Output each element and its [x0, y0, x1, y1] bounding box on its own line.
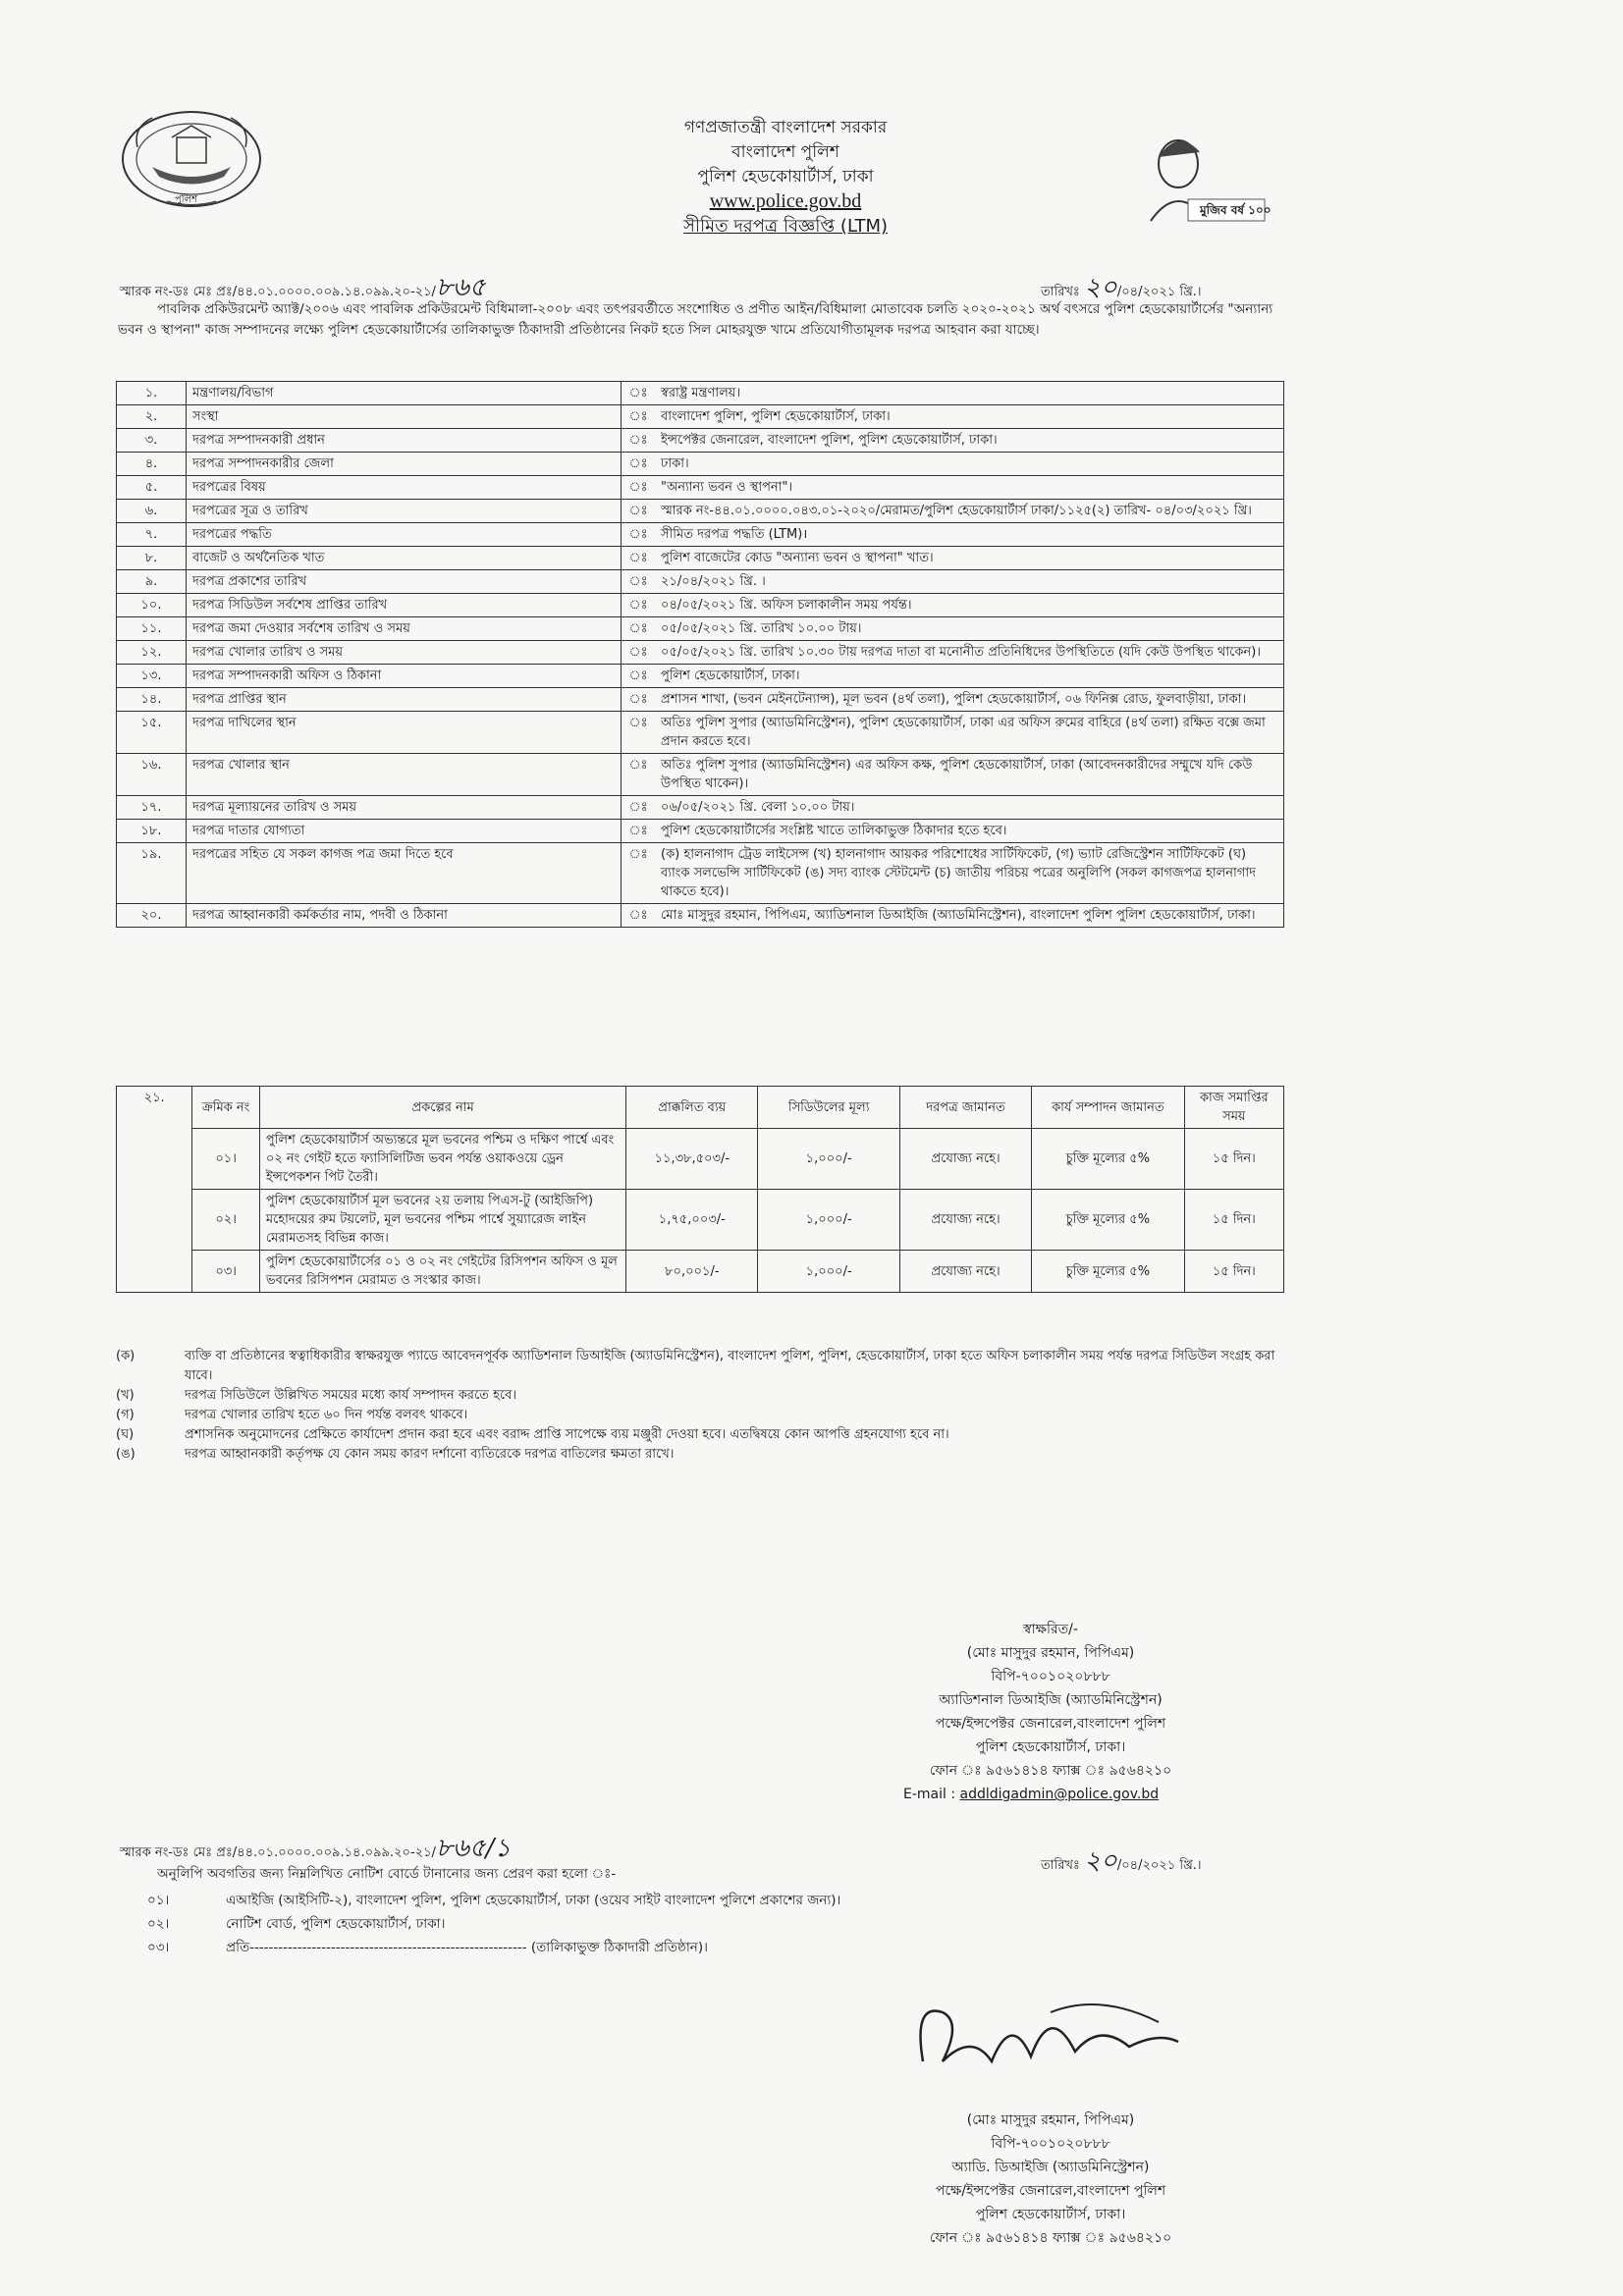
note-text: দরপত্র খোলার তারিখ হতে ৬০ দিন পর্যন্ত বলবৎ থাকবে। — [185, 1408, 468, 1422]
table-row — [117, 382, 1284, 405]
cell-security: প্রযোজ্য নহে। — [900, 1251, 1032, 1293]
row-number: ১১. — [117, 617, 187, 641]
cell-name: পুলিশ হেডকোয়ার্টার্সের ০১ ও ০২ নং গেইটের রিসিপশন অফিস ও মূল ভবনের রিসিপশন মেরামত ও সংস্কার কাজ। — [259, 1251, 625, 1293]
row-value: পুলিশ বাজেটের কোড "অন্যান্য ভবন ও স্থাপনা" খাত। — [655, 547, 1284, 570]
table-row — [117, 843, 1284, 904]
column-header: প্রকল্পের নাম — [259, 1087, 625, 1129]
column-header: কার্য সম্পাদন জামানত — [1032, 1087, 1185, 1129]
memo2-date-rest: /০৪/২০২১ খ্রি.। — [1116, 1858, 1202, 1873]
row-number: ২১. — [117, 1087, 192, 1293]
row-colon: ঃ — [622, 665, 656, 688]
table-row — [117, 429, 1284, 453]
column-header: ক্রমিক নং — [192, 1087, 260, 1129]
note-item — [116, 1347, 1284, 1386]
row-value: প্রশাসন শাখা, (ভবন মেইনটেন্যান্স), মূল ভবন (৪র্থ তলা), পুলিশ হেডকোয়ার্টার্স, ০৬ ফিনিক্স রোড, ফুলবাড়ীয়া, ঢাকা। — [655, 688, 1284, 712]
row-value: (ক) হালনাগাদ ট্রেড লাইসেন্স (খ) হালনাগাদ আয়কর পরিশোধের সার্টিফিকেট, (গ) ভ্যাট রেজিস্ট্রেশন সার্টিফিকেট (ঘ) ব্যাংক সলভেন্সি সার্টিফিকেট (ঙ) সদ্য ব্যাংক স্টেটমেন্ট (চ) জাতীয় পরিচয় পত্রের অনুলিপি (সকল কাগজপত্র হালনাগাদ থাকতে হবে)। — [655, 843, 1284, 904]
signature-line: অ্যাডি. ডিআইজি (অ্যাডমিনিস্ট্রেশন) — [951, 2160, 1150, 2175]
date-handwritten: ২০ — [1084, 273, 1117, 302]
cell-schedule: ১,০০০/- — [758, 1190, 900, 1251]
row-colon: ঃ — [622, 796, 656, 820]
website-url[interactable]: www.police.gov.bd — [709, 190, 862, 212]
signature-line: বিপি-৭০০১০২০৮৮৮ — [991, 2136, 1110, 2152]
handwritten-signature — [903, 1973, 1198, 2091]
email-line — [903, 1787, 1159, 1802]
row-value: পুলিশ হেডকোয়ার্টার্স, ঢাকা। — [655, 665, 1284, 688]
portrait-caption: মুজিব বর্ষ ১০০ — [1200, 203, 1271, 217]
cell-security: প্রযোজ্য নহে। — [900, 1129, 1032, 1190]
row-colon: ঃ — [622, 617, 656, 641]
row-value: স্মারক নং-৪৪.০১.০০০০.০৪৩.০১-২০২০/মেরামত/পুলিশ হেডকোয়ার্টার্স ঢাকা/১১২৫(২) তারিখ- ০৪/০৩/২০২১ খ্রি। — [655, 500, 1284, 523]
memo2-intro: অনুলিপি অবগতির জন্য নিম্নলিখিত নোটিশ বোর্ডে টানানোর জন্য প্রেরণ করা হলো ঃ- — [157, 1866, 617, 1882]
email-link[interactable]: addldigadmin@police.gov.bd — [959, 1787, 1160, 1802]
memo2-date — [1041, 1841, 1202, 1884]
note-key: (খ) — [116, 1388, 135, 1403]
row-number: ৪. — [117, 453, 187, 476]
row-value: ০৪/০৫/২০২১ খ্রি. অফিস চলাকালীন সময় পর্যন্ত। — [655, 594, 1284, 617]
copy-list-item — [147, 1912, 1227, 1936]
column-header: প্রাক্কলিত ব্যয় — [626, 1087, 758, 1129]
memo2-date-label: তারিখঃ — [1041, 1858, 1080, 1873]
org-name: বাংলাদেশ পুলিশ — [731, 142, 839, 162]
row-label: দরপত্র সম্পাদনকারী অফিস ও ঠিকানা — [187, 665, 622, 688]
row-value: ২১/০৪/২০২১ খ্রি. । — [655, 570, 1284, 594]
note-key: (গ) — [116, 1408, 135, 1422]
row-number: ৫. — [117, 476, 187, 500]
row-number: ১৪. — [117, 688, 187, 712]
works-row — [117, 1251, 1284, 1293]
cell-sl: ০১। — [192, 1129, 260, 1190]
copy-list-item — [147, 1936, 1227, 1959]
row-colon: ঃ — [622, 641, 656, 665]
date-label: তারিখঃ — [1041, 285, 1080, 299]
signature-block-2 — [844, 2109, 1257, 2250]
row-number: ১৬. — [117, 754, 187, 796]
table-row — [117, 904, 1284, 928]
row-number: ১৯. — [117, 843, 187, 904]
signature-line: বিপি-৭০০১০২০৮৮৮ — [991, 1669, 1110, 1684]
table-row — [117, 405, 1284, 429]
letterhead — [412, 116, 1159, 239]
row-colon: ঃ — [622, 405, 656, 429]
copy-list — [147, 1889, 1227, 1959]
row-number: ৩. — [117, 429, 187, 453]
cell-schedule: ১,০০০/- — [758, 1129, 900, 1190]
signature-line: পক্ষে/ইন্সপেক্টর জেনারেল,বাংলাদেশ পুলিশ — [935, 2183, 1166, 2199]
column-header: সিডিউলের মূল্য — [758, 1087, 900, 1129]
row-colon: ঃ — [622, 523, 656, 547]
date-rest: /০৪/২০২১ খ্রি.। — [1116, 285, 1202, 299]
signature-line: স্বাক্ষরিত/- — [1023, 1622, 1078, 1637]
signature-line: (মোঃ মাসুদুর রহমান, পিপিএম) — [966, 1645, 1135, 1661]
note-text: প্রশাসনিক অনুমোদনের প্রেক্ষিতে কার্যাদেশ প্রদান করা হবে এবং বরাদ্দ প্রাপ্তি সাপেক্ষে ব্যয় মঞ্জুরী দেওয়া হবে। এতদ্বিষয়ে কোন আপত্তি গ্রহনযোগ্য হবে না। — [185, 1427, 949, 1442]
copy-list-item — [147, 1889, 1227, 1912]
cell-performance: চুক্তি মূল্যের ৫% — [1032, 1190, 1185, 1251]
table-row — [117, 641, 1284, 665]
signature-line: (মোঃ মাসুদুর রহমান, পিপিএম) — [966, 2112, 1135, 2128]
row-label: দরপত্র সিডিউল সর্বশেষ প্রাপ্তির তারিখ — [187, 594, 622, 617]
signature-line: পুলিশ হেডকোয়ার্টার্স, ঢাকা। — [975, 1739, 1126, 1755]
row-number: ৭. — [117, 523, 187, 547]
signature-line: অ্যাডিশনাল ডিআইজি (অ্যাডমিনিস্ট্রেশন) — [939, 1692, 1163, 1708]
row-label: বাজেট ও অর্থনৈতিক খাত — [187, 547, 622, 570]
row-colon: ঃ — [622, 453, 656, 476]
note-text: ব্যক্তি বা প্রতিষ্ঠানের স্বত্বাধিকারীর স্বাক্ষরযুক্ত প্যাডে আবেদনপূর্বক অ্যাডিশনাল ডিআইজি (অ্যাডমিনিস্ট্রেশন), বাংলাদেশ পুলিশ, পুলিশ, হেডকোয়ার্টার্স, ঢাকা হতে অফিস চলাকালীন সময় পর্যন্ত দরপত্র সিডিউল সংগ্রহ করা যাবে। — [185, 1349, 1275, 1383]
note-text: দরপত্র সিডিউলে উল্লিখিত সময়ের মধ্যে কার্য সম্পাদন করতে হবে। — [185, 1388, 517, 1403]
row-colon: ঃ — [622, 382, 656, 405]
row-value: ০৫/০৫/২০২১ খ্রি. তারিখ ১০.০০ টায়। — [655, 617, 1284, 641]
table-row — [117, 665, 1284, 688]
note-key: (ঘ) — [116, 1427, 135, 1442]
table-row — [117, 820, 1284, 843]
row-value: মোঃ মাসুদুর রহমান, পিপিএম, অ্যাডিশনাল ডিআইজি (অ্যাডমিনিস্ট্রেশন), বাংলাদেশ পুলিশ পুলিশ হেডকোয়ার্টার্স, ঢাকা। — [655, 904, 1284, 928]
copy-number: ০৩। — [147, 1940, 170, 1955]
memo-ref-handwritten: ৮৬৫ — [435, 273, 486, 302]
row-label: দরপত্রের বিষয় — [187, 476, 622, 500]
cell-performance: চুক্তি মূল্যের ৫% — [1032, 1129, 1185, 1190]
notice-title: সীমিত দরপত্র বিজ্ঞপ্তি (LTM) — [682, 216, 889, 237]
works-table — [116, 1086, 1284, 1293]
signature-line: পুলিশ হেডকোয়ার্টার্স, ঢাকা। — [975, 2207, 1126, 2222]
note-key: (ক) — [116, 1349, 135, 1363]
note-key: (ঙ) — [116, 1447, 135, 1462]
row-label: দরপত্রের পদ্ধতি — [187, 523, 622, 547]
note-item — [116, 1406, 1284, 1425]
row-value: "অন্যান্য ভবন ও স্থাপনা"। — [655, 476, 1284, 500]
row-colon: ঃ — [622, 594, 656, 617]
row-label: দরপত্র খোলার স্থান — [187, 754, 622, 796]
row-label: দরপত্রের সূত্র ও তারিখ — [187, 500, 622, 523]
row-colon: ঃ — [622, 712, 656, 754]
note-text: দরপত্র আহ্বানকারী কর্তৃপক্ষ যে কোন সময় কারণ দর্শানো ব্যতিরেকে দরপত্র বাতিলের ক্ষমতা রাখে। — [185, 1447, 675, 1462]
row-value: ইন্সপেক্টর জেনারেল, বাংলাদেশ পুলিশ, পুলিশ হেডকোয়ার্টার্স, ঢাকা। — [655, 429, 1284, 453]
table-row — [117, 547, 1284, 570]
note-item — [116, 1386, 1284, 1406]
row-colon: ঃ — [622, 547, 656, 570]
cell-security: প্রযোজ্য নহে। — [900, 1190, 1032, 1251]
row-label: সংস্থা — [187, 405, 622, 429]
signature-line: ফোন ঃ ৯৫৬১৪১৪ ফ্যাক্স ঃ ৯৫৬৪২১০ — [929, 1763, 1172, 1779]
note-item — [116, 1425, 1284, 1445]
table-row — [117, 594, 1284, 617]
govt-name: গণপ্রজাতন্ত্রী বাংলাদেশ সরকার — [683, 118, 888, 137]
row-number: ১০. — [117, 594, 187, 617]
cell-schedule: ১,০০০/- — [758, 1251, 900, 1293]
cell-sl: ০৩। — [192, 1251, 260, 1293]
row-colon: ঃ — [622, 500, 656, 523]
table-row — [117, 500, 1284, 523]
row-colon: ঃ — [622, 429, 656, 453]
emblem-caption: পুলিশ — [175, 194, 198, 205]
column-header: দরপত্র জামানত — [900, 1087, 1032, 1129]
row-label: দরপত্র দাতার যোগ্যতা — [187, 820, 622, 843]
table-row — [117, 523, 1284, 547]
row-label: দরপত্র প্রাপ্তির স্থান — [187, 688, 622, 712]
cell-time: ১৫ দিন। — [1184, 1129, 1283, 1190]
row-colon: ঃ — [622, 570, 656, 594]
row-colon: ঃ — [622, 754, 656, 796]
table-row — [117, 796, 1284, 820]
row-colon: ঃ — [622, 843, 656, 904]
cell-name: পুলিশ হেডকোয়ার্টার্স অভ্যন্তরে মূল ভবনের পশ্চিম ও দক্ষিণ পার্শ্বে এবং ০২ নং গেইট হতে ফ্যাসিলিটিজ ভবন পর্যন্ত ওয়াকওয়ে ড্রেন ইন্সপেকশন পিট তৈরী। — [259, 1129, 625, 1190]
works-row — [117, 1190, 1284, 1251]
memo2-date-handwritten: ২০ — [1084, 1846, 1117, 1876]
notes-list — [116, 1347, 1284, 1465]
row-number: ১. — [117, 382, 187, 405]
table-row — [117, 712, 1284, 754]
row-label: দরপত্র জমা দেওয়ার সর্বশেষ তারিখ ও সময় — [187, 617, 622, 641]
row-value: পুলিশ হেডকোয়ার্টার্সের সংশ্লিষ্ট খাতে তালিকাভুক্ত ঠিকাদার হতে হবে। — [655, 820, 1284, 843]
row-value: ০৫/০৫/২০২১ খ্রি. তারিখ ১০.৩০ টায় দরপত্র দাতা বা মনোনীত প্রতিনিধিদের উপস্থিতিতে (যদি কেউ উপস্থিত থাকেন)। — [655, 641, 1284, 665]
cell-performance: চুক্তি মূল্যের ৫% — [1032, 1251, 1185, 1293]
works-row — [117, 1129, 1284, 1190]
row-value: স্বরাষ্ট্র মন্ত্রণালয়। — [655, 382, 1284, 405]
row-number: ১৩. — [117, 665, 187, 688]
column-header: কাজ সমাপ্তির সময় — [1184, 1087, 1283, 1129]
copy-number: ০১। — [147, 1893, 170, 1908]
works-header-row — [117, 1087, 1284, 1129]
cell-sl: ০২। — [192, 1190, 260, 1251]
table-row — [117, 570, 1284, 594]
copy-text: এআইজি (আইসিটি-২), বাংলাদেশ পুলিশ, পুলিশ হেডকোয়ার্টার্স, ঢাকা (ওয়েব সাইট বাংলাদেশ পুলিশে প্রকাশের জন্য)। — [226, 1893, 841, 1908]
table-row — [117, 476, 1284, 500]
row-number: ২০. — [117, 904, 187, 928]
cell-cost: ১১,৩৮,৫০৩/- — [626, 1129, 758, 1190]
row-label: দরপত্র দাখিলের স্থান — [187, 712, 622, 754]
row-number: ২. — [117, 405, 187, 429]
row-number: ১৫. — [117, 712, 187, 754]
row-value: অতিঃ পুলিশ সুপার (অ্যাডমিনিস্ট্রেশন), পুলিশ হেডকোয়ার্টার্স, ঢাকা এর অফিস রুমের বাহিরে (৪র্থ তলা) রক্ষিত বক্সে জমা প্রদান করতে হবে। — [655, 712, 1284, 754]
signature-line: ফোন ঃ ৯৫৬১৪১৪ ফ্যাক্স ঃ ৯৫৬৪২১০ — [929, 2230, 1172, 2246]
table-row — [117, 688, 1284, 712]
memo2-ref-handwritten: ৮৬৫/১ — [435, 1834, 512, 1863]
note-item — [116, 1445, 1284, 1465]
cell-cost: ৮০,০০১/- — [626, 1251, 758, 1293]
row-number: ৮. — [117, 547, 187, 570]
row-number: ৯. — [117, 570, 187, 594]
email-label: E-mail : — [903, 1787, 956, 1802]
row-number: ৬. — [117, 500, 187, 523]
row-label: দরপত্র মূল্যায়নের তারিখ ও সময় — [187, 796, 622, 820]
cell-time: ১৫ দিন। — [1184, 1251, 1283, 1293]
row-value: অতিঃ পুলিশ সুপার (অ্যাডমিনিস্ট্রেশন) এর অফিস কক্ষ, পুলিশ হেডকোয়ার্টার্স, ঢাকা (আবেদনকারীদের সম্মুখে যদি কেউ উপস্থিত থাকেন)। — [655, 754, 1284, 796]
row-label: মন্ত্রণালয়/বিভাগ — [187, 382, 622, 405]
office-name: পুলিশ হেডকোয়ার্টার্স, ঢাকা — [697, 167, 874, 187]
row-value: ০৬/০৫/২০২১ খ্রি. বেলা ১০.০০ টায়। — [655, 796, 1284, 820]
row-label: দরপত্রের সহিত যে সকল কাগজ পত্র জমা দিতে হবে — [187, 843, 622, 904]
memo2-ref: স্মারক নং-ডঃ মেঃ প্রঃ/৪৪.০১.০০০০.০০৯.১৪.০৯৯.২০-২১/ — [120, 1845, 436, 1860]
row-value: বাংলাদেশ পুলিশ, পুলিশ হেডকোয়ার্টার্স, ঢাকা। — [655, 405, 1284, 429]
row-number: ১৭. — [117, 796, 187, 820]
copy-text: প্রতি---------------------------------------------------------- (তালিকাভুক্ত ঠিকাদারী প্রতিষ্ঠান)। — [226, 1940, 708, 1955]
copy-number: ০২। — [147, 1916, 170, 1932]
row-value: ঢাকা। — [655, 453, 1284, 476]
row-colon: ঃ — [622, 820, 656, 843]
row-label: দরপত্র সম্পাদনকারী প্রধান — [187, 429, 622, 453]
copy-text: নোটিশ বোর্ড, পুলিশ হেডকোয়ার্টার্স, ঢাকা। — [226, 1916, 446, 1932]
row-label: দরপত্র খোলার তারিখ ও সময় — [187, 641, 622, 665]
tender-details-table — [116, 381, 1284, 928]
table-row — [117, 617, 1284, 641]
signature-line: পক্ষে/ইন্সপেক্টর জেনারেল,বাংলাদেশ পুলিশ — [935, 1716, 1166, 1732]
row-value: সীমিত দরপত্র পদ্ধতি (LTM)। — [655, 523, 1284, 547]
row-colon: ঃ — [622, 904, 656, 928]
row-label: দরপত্র প্রকাশের তারিখ — [187, 570, 622, 594]
row-colon: ঃ — [622, 476, 656, 500]
signature-block-1 — [844, 1618, 1257, 1783]
table-row — [117, 754, 1284, 796]
row-number: ১২. — [117, 641, 187, 665]
memo-ref: স্মারক নং-ডঃ মেঃ প্রঃ/৪৪.০১.০০০০.০০৯.১৪.০৯৯.২০-২১/ — [120, 285, 436, 299]
cell-time: ১৫ দিন। — [1184, 1190, 1283, 1251]
table-row — [117, 453, 1284, 476]
row-number: ১৮. — [117, 820, 187, 843]
row-label: দরপত্র সম্পাদনকারীর জেলা — [187, 453, 622, 476]
row-label: দরপত্র আহ্বানকারী কর্মকর্তার নাম, পদবী ও ঠিকানা — [187, 904, 622, 928]
intro-paragraph: পাবলিক প্রকিউরমেন্ট অ্যাক্ট/২০০৬ এবং পাবলিক প্রকিউরমেন্ট বিধিমালা-২০০৮ এবং তৎপরবর্তীতে সংশোধিত ও প্রণীত আইন/বিধিমালা মোতাবেক চলতি ২০২০-২০২১ অর্থ বৎসরে পুলিশ হেডকোয়ার্টার্সের "অন্যান্য ভবন ও স্থাপনা" কাজ সম্পাদনের লক্ষ্যে পুলিশ হেডকোয়ার্টার্সের তালিকাভুক্ত ঠিকাদারী প্রতিষ্ঠানের নিকট হতে সিল মোহরযুক্ত খামে প্রতিযোগীতামূলক দরপত্র আহবান করা যাচ্ছে। — [118, 301, 1273, 338]
cell-name: পুলিশ হেডকোয়ার্টার্স মূল ভবনের ২য় তলায় পিএস-টু (আইজিপি) মহোদয়ের রুম টয়লেট, মূল ভবনের পশ্চিম পার্শ্বে সুয়্যারেজ লাইন মেরামতসহ বিভিন্ন কাজ। — [259, 1190, 625, 1251]
row-colon: ঃ — [622, 688, 656, 712]
cell-cost: ১,৭৫,০০৩/- — [626, 1190, 758, 1251]
